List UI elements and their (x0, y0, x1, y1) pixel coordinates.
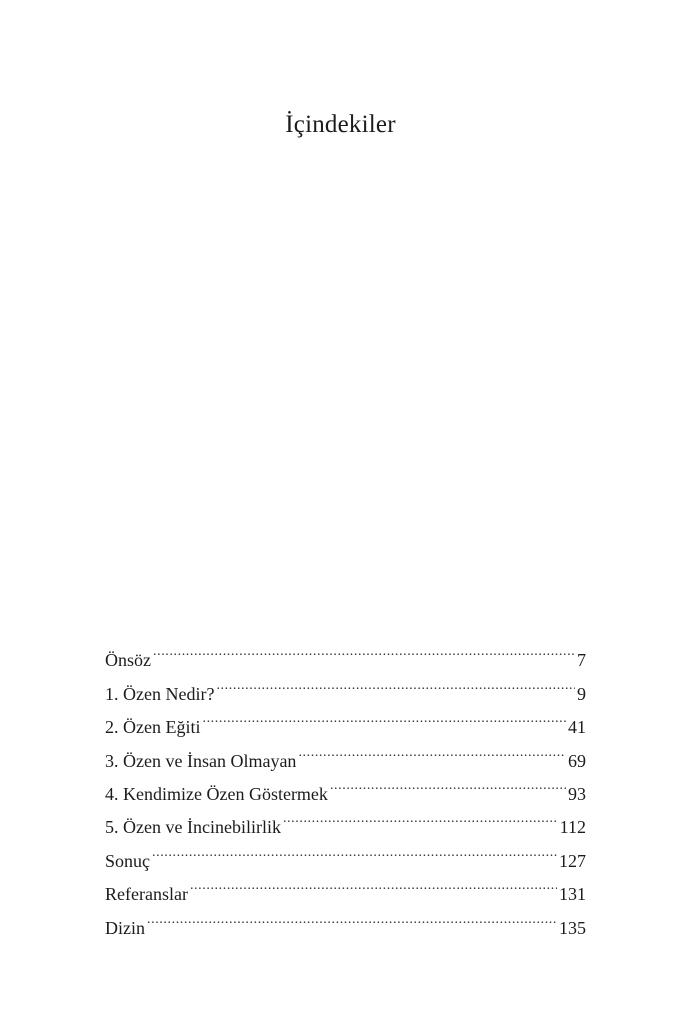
toc-entry-label: 5. Özen ve İncinebilirlik (105, 817, 281, 838)
toc-page-number: 41 (568, 717, 586, 738)
toc-page-number: 135 (559, 917, 586, 938)
toc-entry-references[interactable] (105, 867, 586, 905)
toc-entry-label: 3. Özen ve İnsan Olmayan (105, 750, 297, 771)
toc-page-number: 112 (559, 817, 586, 838)
toc-entry-label: 4. Kendimize Özen Göstermek (105, 783, 328, 804)
toc-page-number: 93 (568, 783, 586, 804)
toc-entry-label: 1. Özen Nedir? (105, 683, 215, 704)
toc-entry-label: Sonuç (105, 850, 150, 871)
toc-entry-label: Referanslar (105, 884, 188, 905)
toc-dot-leader (147, 900, 557, 933)
toc-entry-label: Önsöz (105, 650, 151, 671)
toc-entry-preface[interactable] (105, 633, 586, 671)
toc-page-number: 127 (559, 850, 586, 871)
toc-entry-index[interactable] (105, 900, 586, 938)
toc-entry-label: 2. Özen Eğiti (105, 717, 201, 738)
toc-entry-label: Dizin (105, 917, 145, 938)
toc-page-number: 131 (559, 884, 586, 905)
toc-entry-conclusion[interactable] (105, 833, 586, 871)
page-title: İçindekiler (285, 111, 396, 138)
toc-page-number: 69 (568, 750, 586, 771)
toc-dot-leader (153, 633, 575, 666)
toc-page-number: 7 (577, 650, 586, 671)
toc-dot-leader (216, 666, 575, 699)
toc-dot-leader (202, 700, 566, 733)
toc-entry-chapter-1[interactable] (105, 666, 586, 704)
toc-dot-leader (298, 733, 566, 766)
toc-dot-leader (152, 833, 557, 866)
toc-dot-leader (330, 767, 566, 800)
toc-dot-leader (283, 800, 558, 833)
toc-dot-leader (190, 867, 557, 900)
toc-page-number: 9 (577, 683, 586, 704)
table-of-contents (105, 633, 586, 938)
